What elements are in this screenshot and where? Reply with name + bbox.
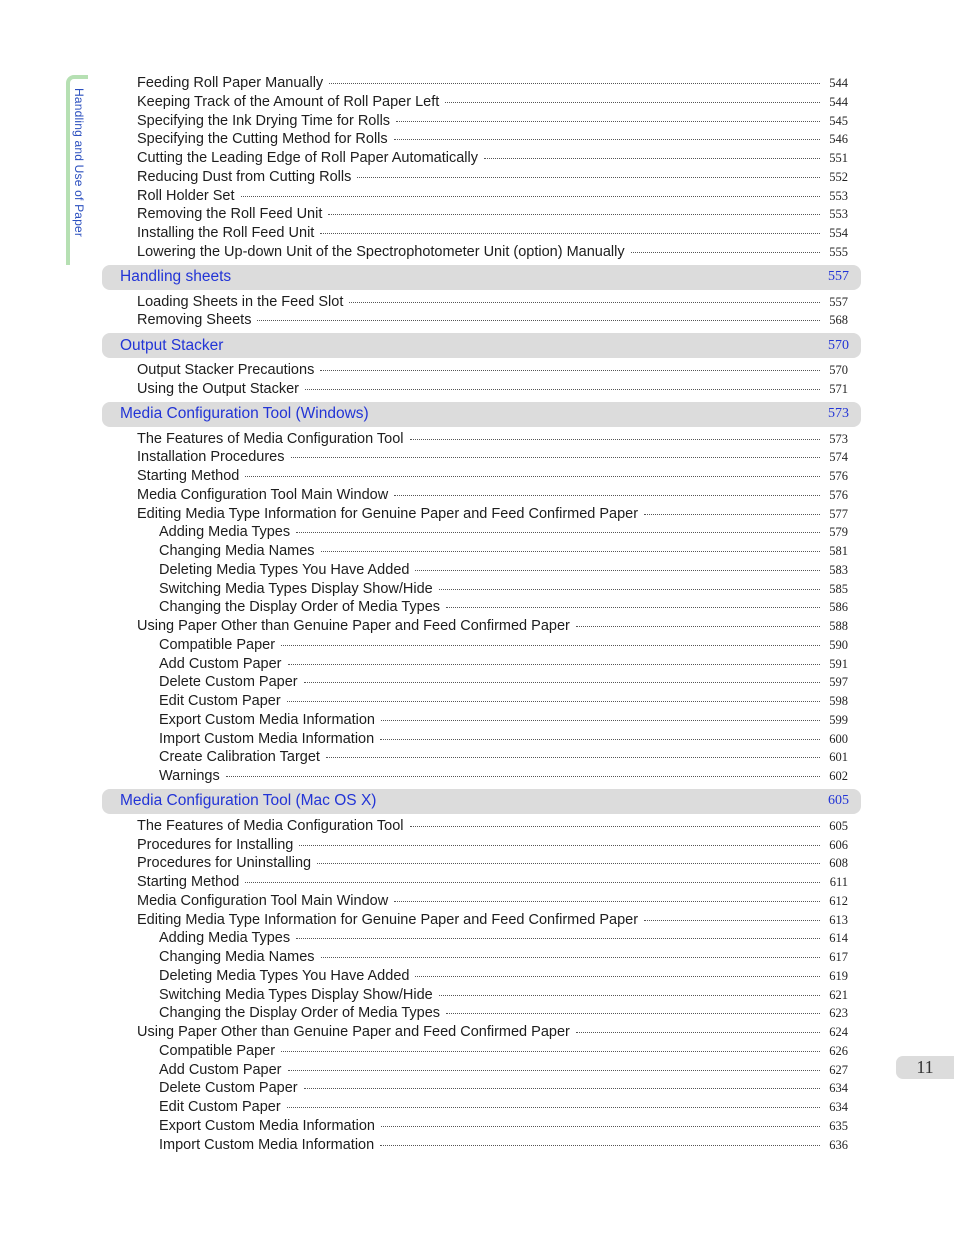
dot-leader (299, 845, 820, 846)
toc-entry[interactable] (137, 293, 848, 311)
dot-leader (305, 389, 820, 390)
toc-entry-title: Media Configuration Tool Main Window (137, 486, 389, 503)
toc-entry[interactable] (159, 1061, 848, 1079)
toc-entry[interactable] (137, 911, 848, 929)
toc-entry-page-number: 605 (829, 818, 848, 833)
toc-entry-title: Feeding Roll Paper Manually (137, 75, 324, 91)
toc-entry[interactable] (137, 892, 848, 910)
toc-entry-title: Deleting Media Types You Have Added (159, 967, 410, 984)
toc-entry[interactable] (159, 1042, 848, 1060)
dot-leader (291, 457, 821, 458)
toc-entry-title: Removing the Roll Feed Unit (137, 206, 323, 223)
section-page-number: 573 (828, 406, 849, 421)
toc-entry-page-number: 588 (829, 619, 848, 633)
toc-entry-page-number: 577 (829, 506, 848, 521)
toc-entry[interactable] (159, 767, 848, 785)
dot-leader (317, 863, 820, 864)
dot-leader (281, 645, 820, 646)
toc-entry-title: Export Custom Media Information (159, 1117, 375, 1134)
section-page-number: 557 (828, 269, 849, 284)
toc-entry-title: Starting Method (137, 874, 240, 890)
toc-entry-page-number: 553 (829, 207, 848, 222)
toc-entry-page-number: 581 (829, 544, 848, 558)
dot-leader (329, 83, 820, 84)
dot-leader (296, 938, 820, 939)
toc-entry-title: Compatible Paper (159, 1042, 276, 1059)
toc-entry-page-number: 571 (829, 381, 848, 396)
dot-leader (446, 607, 820, 608)
toc-entry-title: Editing Media Type Information for Genuine Paper and Feed Confirmed Paper (137, 911, 639, 928)
toc-entry-title: Loading Sheets in the Feed Slot (137, 293, 344, 310)
dot-leader (287, 701, 820, 702)
toc-entry[interactable] (137, 224, 848, 242)
toc-entry-page-number: 598 (829, 694, 848, 708)
toc-entry-title: Roll Holder Set (137, 187, 235, 204)
toc-entry-title: Editing Media Type Information for Genuine Paper and Feed Confirmed Paper (137, 505, 639, 522)
toc-entry[interactable] (137, 311, 848, 329)
side-tab-label: Handling and Use of Paper (72, 88, 86, 238)
toc-entry-title: Specifying the Cutting Method for Rolls (137, 131, 388, 148)
dot-leader (410, 826, 820, 827)
toc-entry-page-number: 619 (829, 968, 848, 983)
toc-entry[interactable] (137, 430, 848, 448)
toc-entry-page-number: 576 (829, 469, 848, 483)
toc-entry-title: Keeping Track of the Amount of Roll Paper Left (137, 93, 440, 110)
toc-entry-title: Starting Method (137, 468, 240, 484)
toc-entry-title: Edit Custom Paper (159, 693, 281, 709)
dot-leader (321, 957, 820, 958)
toc-entry-title: Output Stacker Precautions (137, 362, 315, 378)
toc-entry[interactable] (137, 1023, 848, 1041)
toc-entry-page-number: 544 (829, 94, 848, 109)
toc-entry-page-number: 576 (829, 487, 848, 502)
dot-leader (445, 102, 820, 103)
toc-entry-title: Cutting the Leading Edge of Roll Paper Automatically (137, 150, 478, 166)
dot-leader (415, 570, 820, 571)
toc-entry-page-number: 546 (829, 132, 848, 147)
toc-entry-page-number: 568 (829, 313, 848, 328)
toc-entry-title: Switching Media Types Display Show/Hide (159, 986, 433, 1003)
toc-entry[interactable] (159, 948, 848, 966)
toc-entry-page-number: 608 (829, 856, 848, 871)
toc-entry-page-number: 554 (829, 226, 848, 240)
toc-entry-page-number: 574 (829, 450, 848, 465)
dot-leader (380, 1145, 820, 1146)
dot-leader (381, 1126, 820, 1127)
toc-entry-page-number: 583 (829, 562, 848, 577)
toc-entry-title: Changing Media Names (159, 949, 315, 965)
toc-entry[interactable] (159, 598, 848, 616)
toc-entry[interactable] (137, 486, 848, 504)
toc-entry[interactable] (159, 1117, 848, 1135)
toc-entry-title: Compatible Paper (159, 636, 276, 653)
toc-entry-title: Adding Media Types (159, 524, 291, 541)
toc-entry[interactable] (137, 74, 848, 92)
toc-entry-title: Changing the Display Order of Media Types (159, 1005, 441, 1022)
toc-entry-title: The Features of Media Configuration Tool (137, 430, 404, 447)
toc-entry-title: The Features of Media Configuration Tool (137, 817, 404, 834)
dot-leader (245, 882, 820, 883)
dot-leader (287, 1107, 820, 1108)
section-title: Media Configuration Tool (Windows) (120, 405, 369, 422)
toc-entry-title: Adding Media Types (159, 930, 291, 947)
dot-leader (381, 720, 820, 721)
toc-entry[interactable] (137, 448, 848, 466)
toc-entry[interactable] (137, 836, 848, 854)
toc-entry-title: Changing Media Names (159, 543, 315, 559)
toc-entry[interactable] (159, 561, 848, 579)
toc-section-header[interactable] (102, 402, 861, 427)
dot-leader (321, 551, 820, 552)
toc-entry-page-number: 597 (829, 675, 848, 690)
toc-section-header[interactable] (102, 333, 861, 358)
dot-leader (328, 214, 820, 215)
dot-leader (410, 439, 820, 440)
dot-leader (326, 757, 820, 758)
toc-entry-page-number: 591 (829, 656, 848, 671)
toc-entry-title: Changing the Display Order of Media Types (159, 599, 441, 616)
toc-entry[interactable] (159, 967, 848, 985)
dot-leader (288, 1070, 820, 1071)
toc-entry-title: Using the Output Stacker (137, 380, 299, 397)
toc-entry[interactable] (137, 617, 848, 635)
dot-leader (320, 233, 820, 234)
toc-entry-title: Warnings (159, 768, 220, 784)
toc-entry-page-number: 602 (829, 769, 848, 783)
toc-entry[interactable] (137, 380, 848, 398)
toc-entry-title: Delete Custom Paper (159, 674, 298, 691)
dot-leader (576, 626, 820, 627)
toc-entry-page-number: 614 (829, 931, 848, 946)
toc-entry[interactable] (159, 523, 848, 541)
toc-entry[interactable] (159, 542, 848, 560)
toc-entry-title: Create Calibration Target (159, 749, 320, 766)
dot-leader (304, 682, 820, 683)
toc-entry[interactable] (137, 467, 848, 485)
dot-leader (415, 976, 820, 977)
dot-leader (245, 476, 820, 477)
toc-entry-title: Delete Custom Paper (159, 1080, 298, 1097)
toc-entry[interactable] (137, 112, 848, 130)
toc-entry-page-number: 599 (829, 712, 848, 727)
toc-entry-page-number: 553 (829, 188, 848, 203)
toc-entry-page-number: 627 (829, 1062, 848, 1077)
toc-entry[interactable] (137, 873, 848, 891)
dot-leader (281, 1051, 820, 1052)
toc-entry-page-number: 621 (829, 987, 848, 1002)
toc-entry-page-number: 617 (829, 950, 848, 964)
section-title: Media Configuration Tool (Mac OS X) (120, 792, 377, 810)
toc-entry-page-number: 612 (829, 893, 848, 908)
dot-leader (296, 532, 820, 533)
toc-entry-page-number: 555 (829, 244, 848, 259)
toc-entry[interactable] (159, 636, 848, 654)
toc-entry-title: Import Custom Media Information (159, 1136, 375, 1153)
toc-entry-page-number: 570 (829, 363, 848, 377)
toc-entry-title: Media Configuration Tool Main Window (137, 892, 389, 909)
dot-leader (394, 901, 820, 902)
toc-entry-title: Edit Custom Paper (159, 1099, 281, 1115)
toc-entry-title: Export Custom Media Information (159, 711, 375, 728)
dot-leader (439, 995, 820, 996)
toc-entry[interactable] (137, 505, 848, 523)
toc-entry-page-number: 634 (829, 1100, 848, 1114)
toc-entry-title: Reducing Dust from Cutting Rolls (137, 168, 352, 185)
toc-entry[interactable] (159, 1004, 848, 1022)
toc-entry[interactable] (137, 130, 848, 148)
toc-entry[interactable] (137, 817, 848, 835)
dot-leader (576, 1032, 820, 1033)
toc-entry-title: Using Paper Other than Genuine Paper and Feed Confirmed Paper (137, 618, 570, 634)
toc-entry-title: Import Custom Media Information (159, 730, 375, 747)
dot-leader (226, 776, 820, 777)
toc-entry-title: Lowering the Up-down Unit of the Spectrophotometer Unit (option) Manually (137, 243, 625, 260)
toc-entry-page-number: 579 (829, 525, 848, 540)
toc-entry[interactable] (159, 929, 848, 947)
dot-leader (357, 177, 820, 178)
toc-entry[interactable] (159, 655, 848, 673)
toc-entry[interactable] (137, 149, 848, 167)
toc-entry-page-number: 585 (829, 581, 848, 596)
toc-entry-title: Switching Media Types Display Show/Hide (159, 580, 433, 597)
toc-entry-title: Installing the Roll Feed Unit (137, 225, 315, 241)
toc-entry[interactable] (159, 1098, 848, 1116)
toc-entry[interactable] (159, 748, 848, 766)
toc-entry-page-number: 606 (829, 837, 848, 852)
toc-entry-title: Deleting Media Types You Have Added (159, 561, 410, 578)
toc-entry-title: Specifying the Ink Drying Time for Rolls (137, 112, 391, 129)
toc-entry-page-number: 623 (829, 1006, 848, 1021)
dot-leader (241, 196, 820, 197)
toc-entry[interactable] (159, 986, 848, 1004)
dot-leader (446, 1013, 820, 1014)
dot-leader (631, 252, 820, 253)
toc-entry[interactable] (159, 692, 848, 710)
toc-entry-title: Removing Sheets (137, 312, 252, 329)
toc-entry[interactable] (159, 730, 848, 748)
dot-leader (304, 1088, 820, 1089)
toc-entry-page-number: 557 (829, 294, 848, 309)
dot-leader (320, 370, 820, 371)
section-page-number: 570 (828, 337, 849, 353)
toc-entry-title: Add Custom Paper (159, 655, 282, 672)
toc-section-header[interactable] (102, 789, 861, 814)
toc-entry-page-number: 635 (829, 1118, 848, 1133)
toc-entry[interactable] (159, 1136, 848, 1154)
toc-entry-page-number: 544 (829, 76, 848, 90)
toc-entry[interactable] (137, 205, 848, 223)
section-title: Handling sheets (120, 268, 232, 285)
dot-leader (484, 158, 820, 159)
dot-leader (380, 739, 820, 740)
toc-entry[interactable] (137, 93, 848, 111)
toc-entry-page-number: 590 (829, 637, 848, 652)
toc-entry[interactable] (159, 1079, 848, 1097)
dot-leader (349, 302, 820, 303)
toc-entry-page-number: 611 (829, 875, 848, 889)
toc-entry-page-number: 613 (829, 912, 848, 927)
toc-entry[interactable] (137, 243, 848, 261)
toc-entry[interactable] (137, 854, 848, 872)
toc-entry-page-number: 545 (829, 113, 848, 128)
toc-entry[interactable] (159, 673, 848, 691)
section-page-number: 605 (828, 793, 849, 809)
dot-leader (396, 121, 820, 122)
toc-entry-page-number: 551 (829, 151, 848, 165)
toc-entry-title: Add Custom Paper (159, 1061, 282, 1078)
dot-leader (394, 495, 820, 496)
toc-entry-page-number: 552 (829, 169, 848, 184)
toc-entry[interactable] (137, 168, 848, 186)
toc-entry[interactable] (159, 711, 848, 729)
toc-section-header[interactable] (102, 265, 861, 290)
dot-leader (439, 589, 820, 590)
toc-entry-page-number: 573 (829, 431, 848, 446)
dot-leader (394, 139, 820, 140)
dot-leader (288, 664, 820, 665)
dot-leader (644, 514, 820, 515)
toc-entry-title: Using Paper Other than Genuine Paper and Feed Confirmed Paper (137, 1024, 570, 1040)
toc-entry-page-number: 626 (829, 1043, 848, 1058)
toc-entry[interactable] (137, 187, 848, 205)
toc-entry-title: Installation Procedures (137, 449, 285, 466)
toc-entry[interactable] (159, 580, 848, 598)
section-title: Output Stacker (120, 336, 224, 354)
page-number: 11 (896, 1056, 954, 1079)
toc-entry-page-number: 624 (829, 1025, 848, 1039)
toc-entry-page-number: 601 (829, 750, 848, 765)
toc-entry[interactable] (137, 361, 848, 379)
toc-entry-page-number: 600 (829, 731, 848, 746)
toc-entry-title: Procedures for Installing (137, 836, 294, 853)
toc-entry-page-number: 634 (829, 1081, 848, 1096)
dot-leader (257, 320, 820, 321)
toc-entry-title: Procedures for Uninstalling (137, 855, 312, 872)
toc-entry-page-number: 636 (829, 1137, 848, 1152)
dot-leader (644, 920, 820, 921)
toc-entry-page-number: 586 (829, 600, 848, 615)
